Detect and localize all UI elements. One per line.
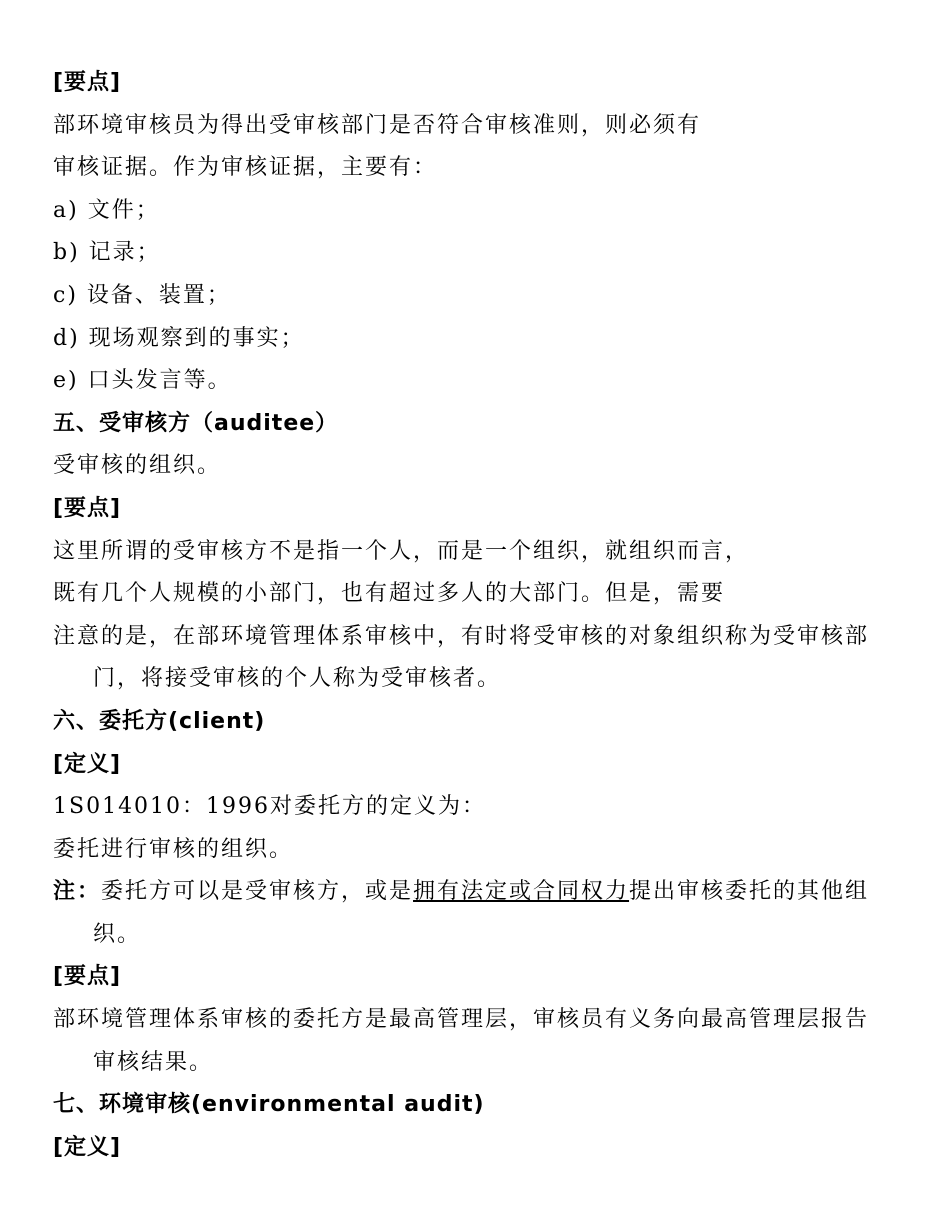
text-line: d) 现场观察到的事实； xyxy=(53,325,305,351)
text-line: a) 文件； xyxy=(53,197,160,223)
text-line: 委托进行审核的组织。 xyxy=(53,836,294,862)
section-heading: [定义] xyxy=(53,751,122,777)
note-line xyxy=(53,871,913,914)
section-heading: [定义] xyxy=(53,1134,122,1160)
text-line: e) 口头发言等。 xyxy=(53,368,232,394)
text-line: 门，将接受审核的个人称为受审核者。 xyxy=(93,666,502,692)
note-text-before: 委托方可以是受审核方，或是 xyxy=(101,879,414,905)
section-heading: 七、环境审核(environmental audit) xyxy=(53,1092,485,1118)
note-text-after: 提出审核委托的其他组 xyxy=(629,879,870,905)
document-body-part-2 xyxy=(53,956,913,1169)
section-heading: 六、委托方(client) xyxy=(53,708,266,734)
section-heading: [要点] xyxy=(53,964,122,990)
text-line: 部环境管理体系审核的委托方是最高管理层，审核员有义务向最高管理层报告 xyxy=(53,1007,870,1033)
note-continuation: 织。 xyxy=(93,921,142,947)
text-line: 审核结果。 xyxy=(93,1049,214,1075)
note-underlined-text: 拥有法定或合同权力 xyxy=(413,879,630,905)
text-line: c) 设备、装置； xyxy=(53,282,231,308)
text-line: 审核证据。作为审核证据，主要有： xyxy=(53,155,438,181)
section-heading: [要点] xyxy=(53,70,122,95)
document-body-part-1 xyxy=(53,62,913,871)
text-line: b) 记录； xyxy=(53,240,161,266)
text-line: 受审核的组织。 xyxy=(53,453,222,479)
section-heading: 五、受审核方（auditee） xyxy=(53,410,339,436)
text-line: 1S014010：1996对委托方的定义为： xyxy=(53,794,487,820)
note-label: 注： xyxy=(53,879,102,905)
text-line: 既有几个人规模的小部门，也有超过多人的大部门。但是，需要 xyxy=(53,581,726,607)
text-line: 这里所谓的受审核方不是指一个人，而是一个组织，就组织而言， xyxy=(53,538,750,564)
document-page xyxy=(53,62,913,1169)
text-line: 部环境审核员为得出受审核部门是否符合审核准则，则必须有 xyxy=(53,112,702,138)
text-line: 注意的是，在部环境管理体系审核中，有时将受审核的对象组织称为受审核部 xyxy=(53,623,870,649)
section-heading: [要点] xyxy=(53,495,122,521)
